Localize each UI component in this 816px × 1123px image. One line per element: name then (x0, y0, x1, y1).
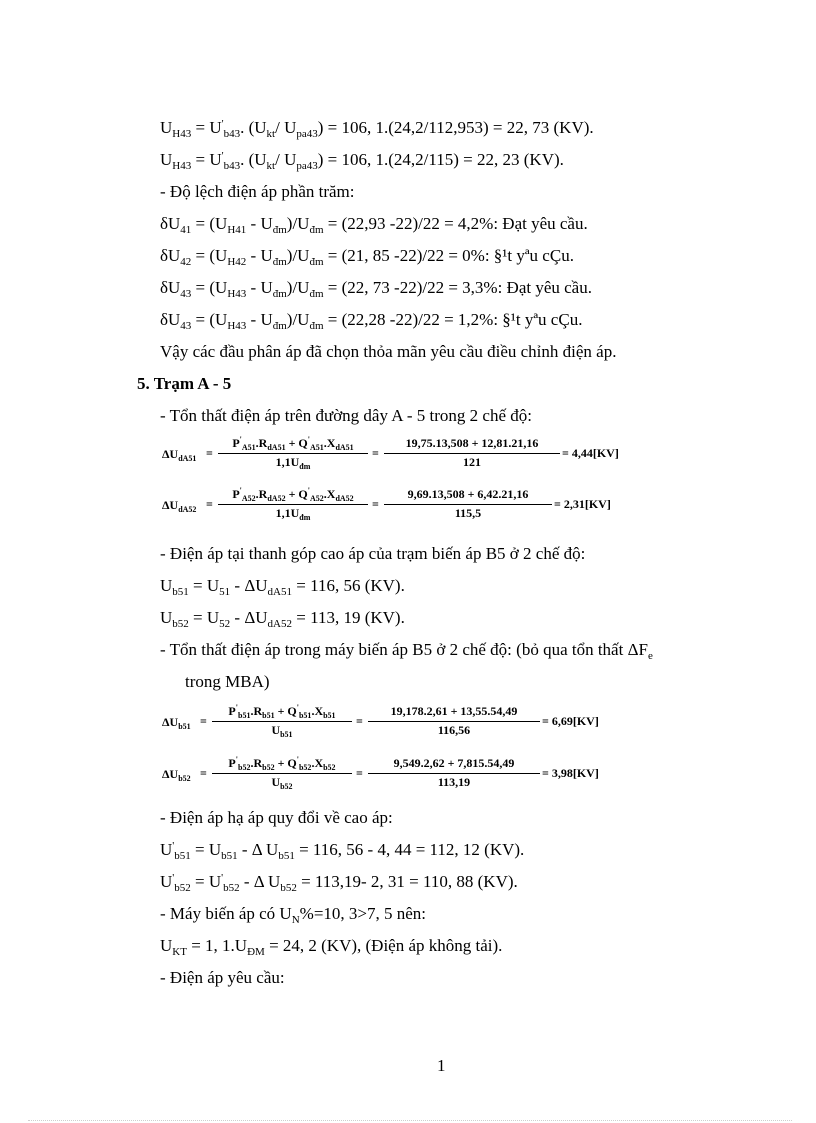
text: )/U (286, 310, 310, 329)
formula-lhs (162, 715, 191, 730)
numerator: 9,69.13,508 + 6,42.21,16 (407, 487, 529, 501)
sub: đm (309, 288, 324, 300)
text: - Điện áp hạ áp quy đổi về cao áp: (160, 808, 393, 827)
text: - Δ U (237, 840, 279, 859)
numeric-fraction (368, 756, 540, 790)
numerator: $P'_{b52}.R_{b52} + Q'_{b52}.X_{b52}$ (228, 755, 336, 772)
line-du42 (160, 246, 574, 266)
denominator: 115,5 (454, 506, 482, 520)
text: = U (188, 576, 220, 595)
text: = (U (191, 246, 228, 265)
sub: 51 (219, 586, 231, 598)
line-uh43-1 (160, 118, 594, 138)
sub: H43 (172, 160, 192, 172)
numerator: 19,178.2,61 + 13,55.54,49 (390, 704, 518, 718)
line-conclusion (160, 342, 616, 362)
denominator: 116,56 (437, 723, 471, 737)
line-ukt (160, 936, 502, 956)
line-transformer-un (160, 904, 426, 924)
sub: đm (272, 320, 287, 332)
text: - Máy biến áp có U (160, 904, 292, 923)
text: - Tổn thất điện áp trong máy biến áp B5 ở 2 chế độ: (bỏ qua tổn thất ΔF (160, 640, 648, 659)
text: / U (275, 118, 297, 137)
equals: = (206, 446, 213, 460)
text: U (160, 118, 173, 137)
sup: ' (221, 118, 224, 130)
text: . (U (240, 150, 267, 169)
equals: = (200, 766, 207, 780)
denominator: $1,1U_{đm}$ (275, 506, 311, 522)
sub: b51 (278, 850, 295, 862)
sub: kt (266, 128, 276, 140)
sub: dA51 (178, 454, 197, 463)
symbolic-fraction (218, 436, 368, 470)
text: = U (188, 608, 220, 627)
text: . (U (240, 118, 267, 137)
text: - Δ U (239, 872, 281, 891)
text: = 116, 56 (KV). (291, 576, 405, 595)
line-line-loss (160, 406, 532, 426)
sub: đm (272, 256, 287, 268)
numeric-fraction (384, 487, 552, 521)
formula-lhs (162, 767, 191, 782)
text: = 113, 19 (KV). (291, 608, 405, 627)
formula-lhs (162, 498, 196, 513)
sub: pa43 (296, 160, 318, 172)
text: - Điện áp tại thanh góp cao áp của trạm biến áp B5 ở 2 chế độ: (160, 544, 586, 563)
line-ub51 (160, 576, 405, 596)
text: - Độ lệch điện áp phần trăm: (160, 182, 355, 201)
text: = 1, 1.U (186, 936, 248, 955)
symbolic-fraction (212, 756, 352, 790)
formula-lhs (162, 447, 196, 462)
text: )/U (286, 214, 310, 233)
result: = 2,31[KV] (554, 497, 611, 511)
text: ΔU (162, 715, 179, 729)
equals: = (206, 497, 213, 511)
symbolic-fraction (212, 704, 352, 738)
sub: ĐM (247, 946, 265, 958)
text: = (U (191, 278, 228, 297)
text: = U (191, 118, 222, 137)
equals: = (356, 766, 363, 780)
text: )/U (286, 278, 310, 297)
text: ) = 106, 1.(24,2/115) = 22, 23 (KV). (317, 150, 564, 169)
equals: = (356, 714, 363, 728)
sub: H41 (227, 224, 247, 236)
text: = 113,19- 2, 31 = 110, 88 (KV). (296, 872, 518, 891)
line-converted-voltage (160, 808, 393, 828)
line-du41 (160, 214, 588, 234)
text: ΔU (162, 767, 179, 781)
text: = U (190, 840, 222, 859)
text: U (160, 872, 173, 891)
sub: b51 (178, 722, 191, 731)
sub: 43 (180, 320, 192, 332)
text: trong MBA) (185, 672, 270, 691)
sub: H43 (172, 128, 192, 140)
text: U (160, 150, 173, 169)
sub: 43 (180, 288, 192, 300)
sub: đm (309, 256, 324, 268)
sub: 42 (180, 256, 192, 268)
sub: b52 (223, 882, 240, 894)
sub: đm (309, 320, 324, 332)
text: = (22,93 -22)/22 = 4,2%: Đạt yêu cầu. (323, 214, 588, 233)
text: = (U (191, 214, 228, 233)
denominator: 121 (463, 455, 481, 469)
sub: kt (266, 160, 276, 172)
numerator: 9,549.2,62 + 7,815.54,49 (393, 756, 515, 770)
text: - U (246, 310, 273, 329)
sup: ' (172, 872, 175, 884)
line-u-prime-b52 (160, 872, 518, 892)
equals: = (200, 714, 207, 728)
text: %=10, 3>7, 5 nên: (299, 904, 427, 923)
text: - ΔU (230, 576, 268, 595)
denominator: 113,19 (437, 775, 471, 789)
text: - U (246, 278, 273, 297)
result: = 3,98[KV] (542, 766, 599, 780)
sub: b51 (172, 586, 189, 598)
sub: đm (272, 224, 287, 236)
sub: b52 (172, 618, 189, 630)
sub: dA52 (267, 618, 292, 630)
line-deviation-heading (160, 182, 355, 202)
symbolic-fraction (218, 487, 368, 521)
text: U (160, 936, 173, 955)
line-busbar-voltage (160, 544, 585, 564)
text: δU (160, 246, 181, 265)
text: ΔU (162, 447, 179, 461)
sub: b52 (280, 882, 297, 894)
equals: = (372, 446, 379, 460)
result: = 4,44[KV] (562, 446, 619, 460)
sub: H43 (227, 320, 247, 332)
numerator: $P'_{b51}.R_{b51} + Q'_{b51}.X_{b51}$ (228, 703, 336, 720)
text: Vậy các đầu phân áp đã chọn thỏa mãn yêu cầu điều chỉnh điện áp. (160, 342, 617, 361)
sub: dA51 (267, 586, 292, 598)
line-du43-b (160, 310, 582, 330)
text: - Tổn thất điện áp trên đường dây A - 5 trong 2 chế độ: (160, 406, 532, 425)
text: / U (275, 150, 297, 169)
denominator: $1,1U_{đm}$ (275, 455, 311, 471)
numerator: 19,75.13,508 + 12,81.21,16 (405, 436, 539, 450)
text: δU (160, 278, 181, 297)
section-heading (137, 374, 231, 394)
denominator: $U_{b51}$ (271, 723, 293, 739)
sub: pa43 (296, 128, 318, 140)
sub: H42 (227, 256, 247, 268)
text: = 116, 56 - 4, 44 = 112, 12 (KV). (294, 840, 525, 859)
numeric-fraction (384, 436, 560, 470)
sup: ' (221, 872, 224, 884)
sup: ' (172, 840, 175, 852)
text: = (U (191, 310, 228, 329)
text: δU (160, 310, 181, 329)
sub: b43 (223, 128, 241, 140)
text: 5. Trạm A - 5 (137, 374, 232, 393)
text: - U (246, 214, 273, 233)
denominator: $U_{b52}$ (271, 775, 293, 791)
sub: N (291, 914, 300, 926)
text: = (22, 73 -22)/22 = 3,3%: Đạt yêu cầu. (323, 278, 592, 297)
sub: KT (172, 946, 187, 958)
sub: b51 (221, 850, 238, 862)
footer-divider (28, 1120, 792, 1121)
sub: 52 (219, 618, 231, 630)
numerator: $P'_{A52}.R_{dA52} + Q'_{A52}.X_{dA52}$ (232, 486, 354, 503)
sub: đm (272, 288, 287, 300)
text: - Điện áp yêu cầu: (160, 968, 285, 987)
line-du43-a (160, 278, 592, 298)
text: U (160, 608, 173, 627)
sup: ' (221, 150, 224, 162)
text: δU (160, 214, 181, 233)
page-number: 1 (437, 1056, 446, 1075)
sub: dA52 (178, 505, 197, 514)
equals: = (372, 497, 379, 511)
result: = 6,69[KV] (542, 714, 599, 728)
line-required-voltage (160, 968, 285, 988)
sub: b52 (174, 882, 191, 894)
text: U (160, 840, 173, 859)
text: = 24, 2 (KV), (Điện áp không tải). (264, 936, 503, 955)
sub: b52 (178, 774, 191, 783)
sub: b51 (174, 850, 191, 862)
text: U (160, 576, 173, 595)
sub: đm (309, 224, 324, 236)
text: )/U (286, 246, 310, 265)
line-u-prime-b51 (160, 840, 524, 860)
line-uh43-2 (160, 150, 564, 170)
text: ΔU (162, 498, 179, 512)
line-transformer-loss (160, 640, 653, 660)
line-in-mba (185, 672, 270, 692)
text: = U (191, 150, 222, 169)
text: ) = 106, 1.(24,2/112,953) = 22, 73 (KV). (317, 118, 594, 137)
sub: 41 (180, 224, 192, 236)
sub: b43 (223, 160, 241, 172)
text: - ΔU (230, 608, 268, 627)
text: = (22,28 -22)/22 = 1,2%: §¹t yªu cÇu. (323, 310, 583, 329)
sub: e (647, 650, 653, 662)
sub: H43 (227, 288, 247, 300)
text: = U (190, 872, 222, 891)
numerator: $P'_{A51}.R_{dA51} + Q'_{A51}.X_{dA51}$ (232, 435, 354, 452)
text: - U (246, 246, 273, 265)
line-ub52 (160, 608, 405, 628)
text: = (21, 85 -22)/22 = 0%: §¹t yªu cÇu. (323, 246, 574, 265)
numeric-fraction (368, 704, 540, 738)
